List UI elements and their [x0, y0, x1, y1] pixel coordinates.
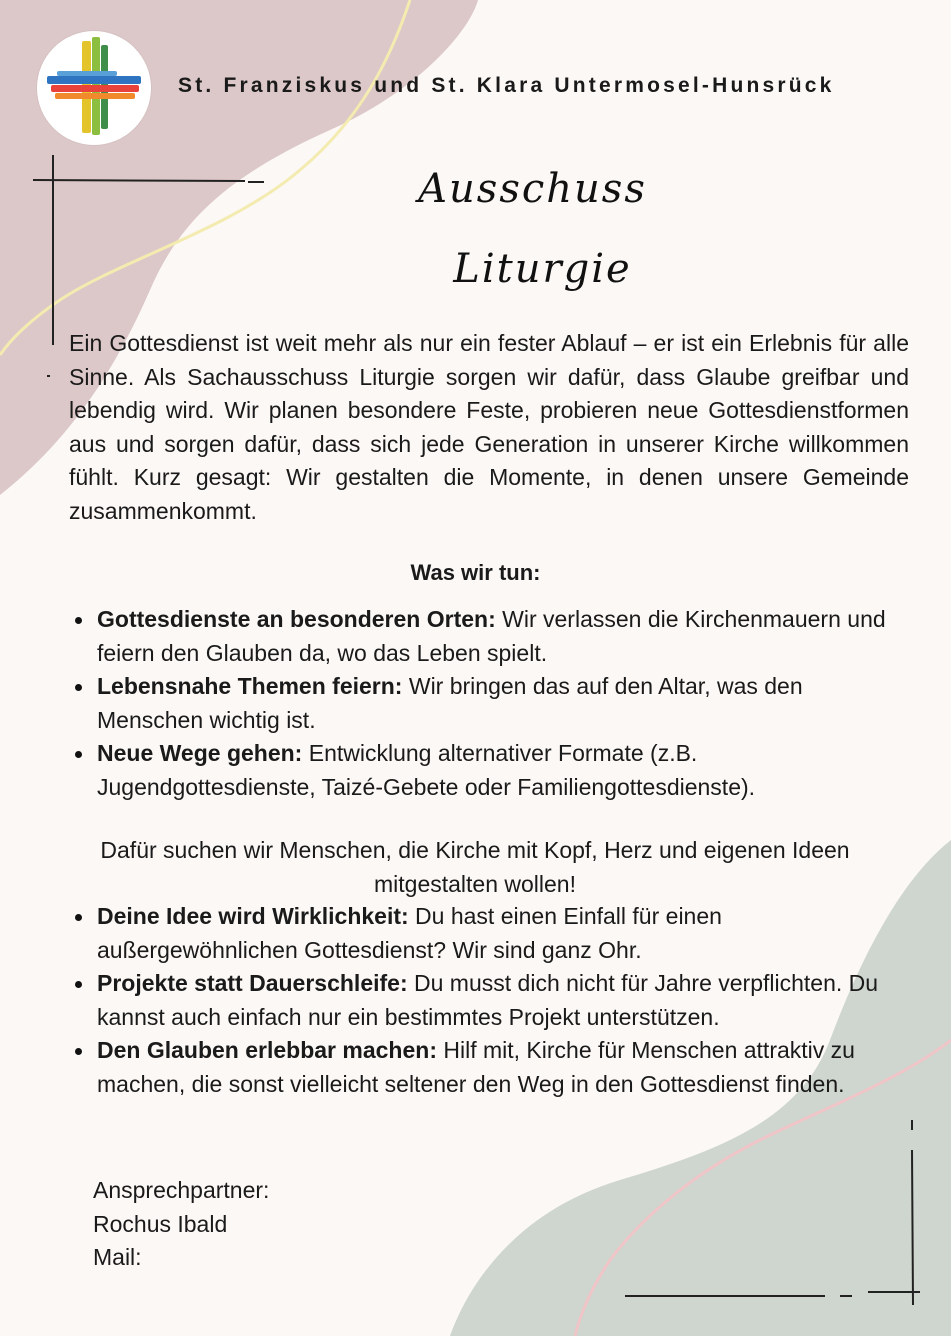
list-item [97, 900, 905, 967]
callout-text: Dafür suchen wir Menschen, die Kirche mit Kopf, Herz und eigenen Ideen mitgestalten wollen! [100, 837, 850, 897]
item-term: Den Glauben erlebbar machen: [97, 1037, 437, 1063]
item-text: Entwicklung alternativer Formate (z.B. Jugendgottesdienste, Taizé-Gebete oder Familiengottesdienste). [97, 740, 756, 800]
item-text: Wir bringen das auf den Altar, was den Menschen wichtig ist. [97, 673, 803, 733]
title-line-2: Liturgie [453, 246, 632, 292]
parish-logo [37, 31, 151, 145]
item-text: Wir verlassen die Kirchenmauern und feiern den Glauben da, wo das Leben spielt. [97, 606, 886, 666]
list-item [97, 1034, 905, 1101]
item-text: Du hast einen Einfall für einen außergewöhnlichen Gottesdienst? Wir sind ganz Ohr. [97, 903, 722, 963]
list-item [97, 603, 905, 670]
parish-name: St. Franziskus und St. Klara Untermosel-Hunsrück [178, 74, 835, 97]
item-text: Du musst dich nicht für Jahre verpflichten. Du kannst auch einfach nur ein bestimmtes Projekt unterstützen. [97, 970, 879, 1030]
list-item [97, 967, 905, 1034]
item-term: Gottesdienste an besonderen Orten: [97, 606, 496, 632]
item-term: Neue Wege gehen: [97, 740, 303, 766]
contact-mail-label: Mail: [93, 1244, 142, 1270]
list-item [97, 670, 905, 737]
benefits-list [97, 900, 905, 1101]
contact-label: Ansprechpartner: [93, 1177, 270, 1203]
list-item [97, 737, 905, 804]
section-heading: Was wir tun: [410, 560, 541, 585]
activities-list [97, 603, 905, 804]
item-term: Lebensnahe Themen feiern: [97, 673, 403, 699]
intro-paragraph: Ein Gottesdienst ist weit mehr als nur ein fester Ablauf – er ist ein Erlebnis für alle Sinne. Als Sachausschuss Liturgie sorgen wir dafür, dass Glaube greifbar und lebendig wird. Wir planen besondere Feste, probieren neue Gottesdienstformen aus und sorgen dafür, dass sich jede Generation in unserer Kirche willkommen fühlt. Kurz gesagt: Wir gestalten die Momente, in denen unsere Gemeinde zusammenkommt. [69, 330, 909, 524]
item-term: Deine Idee wird Wirklichkeit: [97, 903, 409, 929]
contact-block [93, 1174, 269, 1275]
item-term: Projekte statt Dauerschleife: [97, 970, 408, 996]
colored-cross-icon [47, 37, 141, 135]
item-text: Hilf mit, Kirche für Menschen attraktiv zu machen, die sonst vielleicht seltener den Weg in den Gottesdienst finden. [97, 1037, 855, 1097]
contact-name: Rochus Ibald [93, 1210, 228, 1237]
sketch-corner-vertical [912, 1150, 913, 1305]
title-line-1: Ausschuss [418, 166, 647, 212]
